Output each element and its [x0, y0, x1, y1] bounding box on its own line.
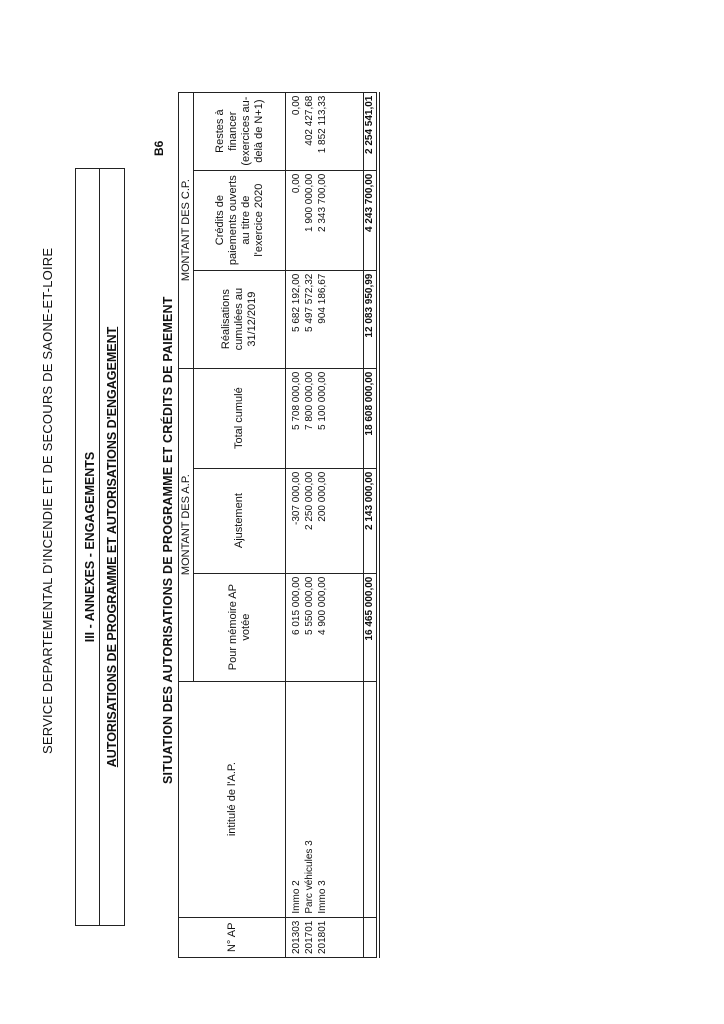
- cell-realisations: 5 497 572,32: [303, 270, 316, 368]
- cell-restes: 0,00: [286, 92, 304, 170]
- cell-ajustement: -307 000,00: [286, 468, 304, 573]
- cell-realisations: 904 186,67: [316, 270, 329, 368]
- total-realisations: 12 083 950,99: [363, 270, 378, 368]
- total-restes: 2 254 541,01: [363, 92, 378, 170]
- total-memoire: 16 465 000,00: [363, 573, 378, 681]
- page-reference: B6: [152, 140, 166, 156]
- table-total-row: [363, 92, 378, 957]
- cell-total: 7 800 000,00: [303, 368, 316, 468]
- total-ajustement: 2 143 000,00: [363, 468, 378, 573]
- total-credits: 4 243 700,00: [363, 170, 378, 270]
- group-header-cp: MONTANT DES C.P.: [179, 92, 194, 368]
- cell-total: 5 708 000,00: [286, 368, 304, 468]
- annex-divider: [99, 168, 100, 926]
- cell-credits: 1 900 000,00: [303, 170, 316, 270]
- cell-realisations: 5 682 192,00: [286, 270, 304, 368]
- cell-credits: 2 343 700,00: [316, 170, 329, 270]
- cell-restes: 1 852 113,33: [316, 92, 329, 170]
- cell-ajustement: 200 000,00: [316, 468, 329, 573]
- col-header-restes: Restes à financer (exercices au-delà de N+1): [194, 92, 286, 170]
- annex-title: III - ANNEXES - ENGAGEMENTS: [83, 451, 97, 643]
- cell-num: 201701: [303, 917, 316, 957]
- col-header-credits: Crédits de paiements ouverts au titre de l'exercice 2020: [194, 170, 286, 270]
- group-header-ap: MONTANT DES A.P.: [179, 368, 194, 681]
- annex-title-box: [75, 168, 125, 926]
- cell-ajustement: 2 250 000,00: [303, 468, 316, 573]
- col-header-intitule: intitulé de l'A.P.: [179, 681, 286, 917]
- table-row: [303, 92, 316, 957]
- table-row: [286, 92, 304, 957]
- cell-memoire: 6 015 000,00: [286, 573, 304, 681]
- section-title: SITUATION DES AUTORISATIONS DE PROGRAMME ET CRÉDITS DE PAIEMENT: [161, 296, 175, 784]
- cell-num: 201303: [286, 917, 304, 957]
- cell-num: 201801: [316, 917, 329, 957]
- ap-cp-table: [178, 92, 380, 958]
- total-empty-cell: [363, 917, 378, 957]
- table-spacer-row: [329, 92, 363, 957]
- annex-subtitle: AUTORISATIONS DE PROGRAMME ET AUTORISATIONS D'ENGAGEMENT: [105, 326, 119, 768]
- col-header-ajustement: Ajustement: [194, 468, 286, 573]
- total-total: 18 608 000,00: [363, 368, 378, 468]
- cell-label: Parc véhicules 3: [303, 681, 316, 917]
- cell-total: 5 100 000,00: [316, 368, 329, 468]
- table-row: [316, 92, 329, 957]
- cell-restes: 402 427,68: [303, 92, 316, 170]
- col-header-realisations: Réalisations cumulées au 31/12/2019: [194, 270, 286, 368]
- col-header-memoire: Pour mémoire AP votée: [194, 573, 286, 681]
- cell-label: Immo 2: [286, 681, 304, 917]
- total-empty-cell: [363, 681, 378, 917]
- col-header-total: Total cumulé: [194, 368, 286, 468]
- organization-name: SERVICE DEPARTEMENTAL D'INCENDIE ET DE SECOURS DE SAONE-ET-LOIRE: [40, 247, 55, 754]
- cell-memoire: 4 900 000,00: [316, 573, 329, 681]
- cell-memoire: 5 550 000,00: [303, 573, 316, 681]
- cell-label: Immo 3: [316, 681, 329, 917]
- cell-credits: 0,00: [286, 170, 304, 270]
- col-header-num-ap: N° AP: [179, 917, 286, 957]
